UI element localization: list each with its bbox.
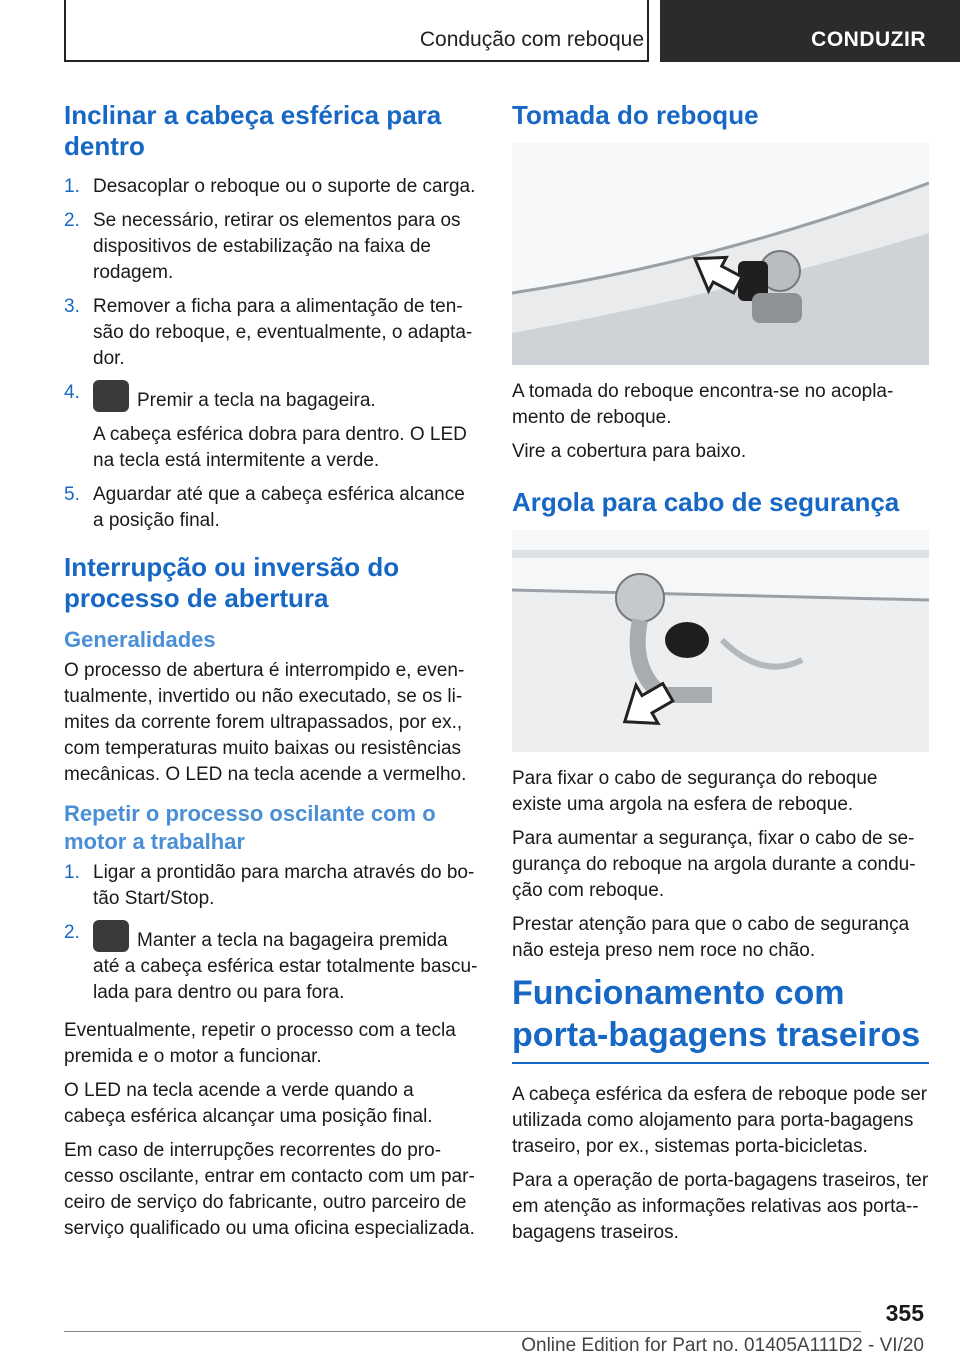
footer-rule bbox=[64, 1331, 861, 1332]
heading-socket: Tomada do reboque bbox=[512, 100, 759, 130]
heading-tilt: Inclinar a cabeça esférica para dentro bbox=[64, 100, 442, 161]
paragraph-rack-1: A cabeça esférica da esfera de reboque pode ser utilizada como alojamento para porta-bagagens traseiro, por ex., sistemas porta-bicicletas. bbox=[512, 1084, 928, 1157]
safety-eye-figure bbox=[512, 530, 929, 752]
list-item bbox=[64, 380, 479, 474]
heading-rack: Funcionamento com porta-bagagens traseiros bbox=[512, 974, 921, 1054]
trailer-socket-figure bbox=[512, 143, 929, 365]
step-text: Se necessário, retirar os elementos para os dispositivos de estabilização na faixa de rodagem. bbox=[93, 210, 461, 283]
chapter-tab-label: CONDUZIR bbox=[811, 28, 926, 51]
list-item bbox=[64, 174, 479, 200]
paragraph-eye-2: Para aumentar a segurança, fixar o cabo de segurança do reboque na argola durante a condução com reboque. bbox=[512, 828, 916, 901]
step-number: 1. bbox=[64, 862, 80, 883]
step-text: Aguardar até que a cabeça esférica alcance a posição final. bbox=[93, 484, 465, 531]
step-number: 3. bbox=[64, 296, 80, 317]
paragraph-eye-1: Para fixar o cabo de segurança do reboque existe uma argola na esfera de reboque. bbox=[512, 768, 878, 815]
list-item bbox=[64, 920, 479, 1006]
step-text: Remover a ficha para a alimentação de tensão do reboque, e, eventualmente, o adaptador. bbox=[93, 296, 473, 369]
step-subtext: A cabeça esférica dobra para dentro. O LED na tecla está intermitente a verde. bbox=[93, 424, 467, 471]
right-column bbox=[512, 100, 929, 1254]
list-item bbox=[64, 860, 479, 912]
heading-rule bbox=[512, 1062, 929, 1064]
paragraph-socket-1: A tomada do reboque encontra-se no acoplamento de reboque. bbox=[512, 381, 894, 428]
list-item bbox=[64, 294, 479, 372]
list-item bbox=[64, 208, 479, 286]
step-number: 5. bbox=[64, 484, 80, 505]
left-column bbox=[64, 100, 479, 1250]
section-title: Condução com reboque bbox=[419, 28, 644, 51]
paragraph-repeat-2: O LED na tecla acende a verde quando a cabeça esférica alcançar uma posição final. bbox=[64, 1080, 433, 1127]
paragraph-socket-2: Vire a cobertura para baixo. bbox=[512, 441, 747, 462]
step-number: 2. bbox=[64, 922, 80, 943]
paragraph-repeat-1: Eventualmente, repetir o processo com a tecla premida e o motor a funcionar. bbox=[64, 1020, 456, 1067]
paragraph-rack-2: Para a operação de porta-bagagens traseiros, ter em atenção as informações relativas aos porta-bagagens traseiros. bbox=[512, 1170, 929, 1243]
heading-repeat: Repetir o processo oscilante com o motor a trabalhar bbox=[64, 801, 436, 854]
step-text: Ligar a prontidão para marcha através do botão Start/Stop. bbox=[93, 862, 475, 909]
chapter-tab bbox=[660, 0, 960, 62]
step-number: 2. bbox=[64, 210, 80, 231]
step-text: Desacoplar o reboque ou o suporte de carga. bbox=[93, 176, 476, 197]
heading-eye: Argola para cabo de segurança bbox=[512, 487, 900, 517]
paragraph-repeat-3: Em caso de interrupções recorrentes do processo oscilante, entrar em contacto com um parceiro de serviço do fabricante, outro parceiro de serviço qualificado ou uma oficina especializada. bbox=[64, 1140, 475, 1239]
footer-edition: Online Edition for Part no. 01405A111D2 - VI/20 bbox=[521, 1335, 924, 1356]
list-item bbox=[64, 482, 479, 534]
paragraph-eye-3: Prestar atenção para que o cabo de segurança não esteja preso nem roce no chão. bbox=[512, 914, 910, 961]
step-text: Manter a tecla na bagageira premida até a cabeça esférica estar totalmente basculada para dentro ou para fora. bbox=[93, 930, 478, 1003]
step-text: Premir a tecla na bagageira. bbox=[137, 390, 376, 411]
tilt-steps bbox=[64, 174, 479, 534]
heading-general: Generalidades bbox=[64, 627, 216, 652]
trunk-button-icon bbox=[93, 380, 129, 412]
page-number: 355 bbox=[885, 1300, 924, 1326]
heading-interrupt: Interrupção ou inversão do processo de abertura bbox=[64, 552, 400, 613]
trunk-button-icon bbox=[93, 920, 129, 952]
paragraph-general: O processo de abertura é interrompido e, eventualmente, invertido ou não executado, se os limites da corrente forem ultrapassados, por ex., com temperaturas muito baixas ou resistências mecânicas. O LED na tecla acende a vermelho. bbox=[64, 660, 467, 785]
step-number: 1. bbox=[64, 176, 80, 197]
step-number: 4. bbox=[64, 382, 80, 403]
repeat-steps bbox=[64, 860, 479, 1006]
